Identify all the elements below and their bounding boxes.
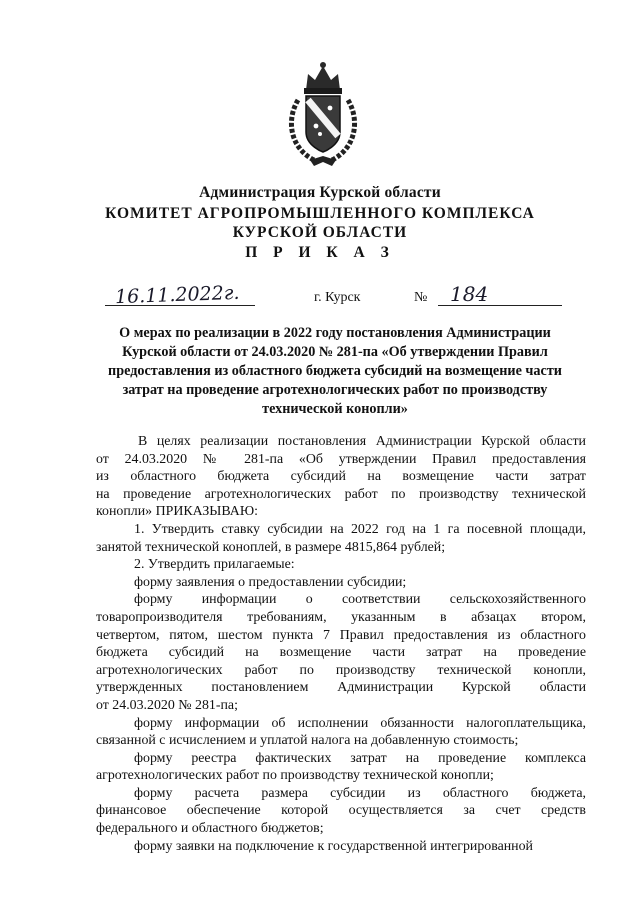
number-sign: № xyxy=(414,290,428,305)
body-line: форму реестра фактических затрат на проведение комплекса xyxy=(134,750,586,766)
document-details xyxy=(0,281,640,312)
body-line: на проведение агротехнологических работ по производству технической xyxy=(96,486,586,502)
document-number: 184 xyxy=(450,282,489,306)
document-title xyxy=(96,324,574,419)
body-line: связанной с исчислением и уплатой налога на добавленную стоимость; xyxy=(96,733,519,749)
document-type: П Р И К А З xyxy=(245,244,395,261)
body-line: товаропроизводителя требованиям, указанным в абзацах втором, xyxy=(96,609,586,625)
document-body xyxy=(96,433,586,855)
body-line: занятой технической коноплей, в размере 4815,864 рублей; xyxy=(96,539,446,555)
administration-name: Администрация Курской области xyxy=(199,184,441,201)
body-line: утвержденных постановлением Администрации Курской области xyxy=(96,680,586,696)
body-line: форму информации об исполнении обязанности налогоплательщика, xyxy=(134,715,586,731)
body-line: от 24.03.2020 № 281-па «Об утверждении Правил предоставления xyxy=(96,451,586,467)
document-city: г. Курск xyxy=(314,290,361,305)
body-line: форму заявки на подключение к государственной интегрированной xyxy=(134,838,533,854)
body-line: агротехнологических работ по производству технической конопли; xyxy=(96,768,494,784)
committee-name-line2: КУРСКОЙ ОБЛАСТИ xyxy=(232,224,408,241)
title-line: О мерах по реализации в 2022 году постановления Администрации xyxy=(119,325,551,341)
coat-of-arms-emblem xyxy=(284,60,362,168)
body-line: агротехнологических работ по производству технической конопли, xyxy=(96,662,586,678)
title-line: Курской области от 24.03.2020 № 281-па «Об утверждении Правил xyxy=(122,344,548,360)
body-line: В целях реализации постановления Администрации Курской области xyxy=(138,434,586,449)
title-line: технической конопли» xyxy=(262,401,408,417)
body-line: 2. Утвердить прилагаемые: xyxy=(134,557,295,573)
body-line: финансовое обеспечение которой осуществляется за счет средств xyxy=(96,803,586,819)
body-line: из областного бюджета субсидий на возмещение части затрат xyxy=(96,469,586,485)
committee-name-line1: КОМИТЕТ АГРОПРОМЫШЛЕННОГО КОМПЛЕКСА xyxy=(105,205,535,222)
body-line: четвертом, пятом, шестом пункта 7 Правил предоставления из областного xyxy=(96,627,586,643)
body-line: бюджета субсидий на возмещение части затрат на проведение xyxy=(96,645,586,661)
body-line: федерального и областного бюджетов; xyxy=(96,821,324,837)
body-line: форму информации о соответствии сельскохозяйственного xyxy=(134,592,586,608)
body-line: форму расчета размера субсидии из областного бюджета, xyxy=(134,785,586,801)
body-line: 1. Утвердить ставку субсидии на 2022 год на 1 га посевной площади, xyxy=(134,521,586,537)
title-line: предоставления из областного бюджета субсидий на возмещение части xyxy=(108,363,562,379)
title-line: затрат на проведение агротехнологических работ по производству xyxy=(122,382,548,398)
body-line: конопли» ПРИКАЗЫВАЮ: xyxy=(96,504,258,520)
body-line: от 24.03.2020 № 281-па; xyxy=(96,697,238,713)
document-date: 16.11.2022г. xyxy=(114,281,240,309)
body-line: форму заявления о предоставлении субсидии; xyxy=(134,574,407,590)
